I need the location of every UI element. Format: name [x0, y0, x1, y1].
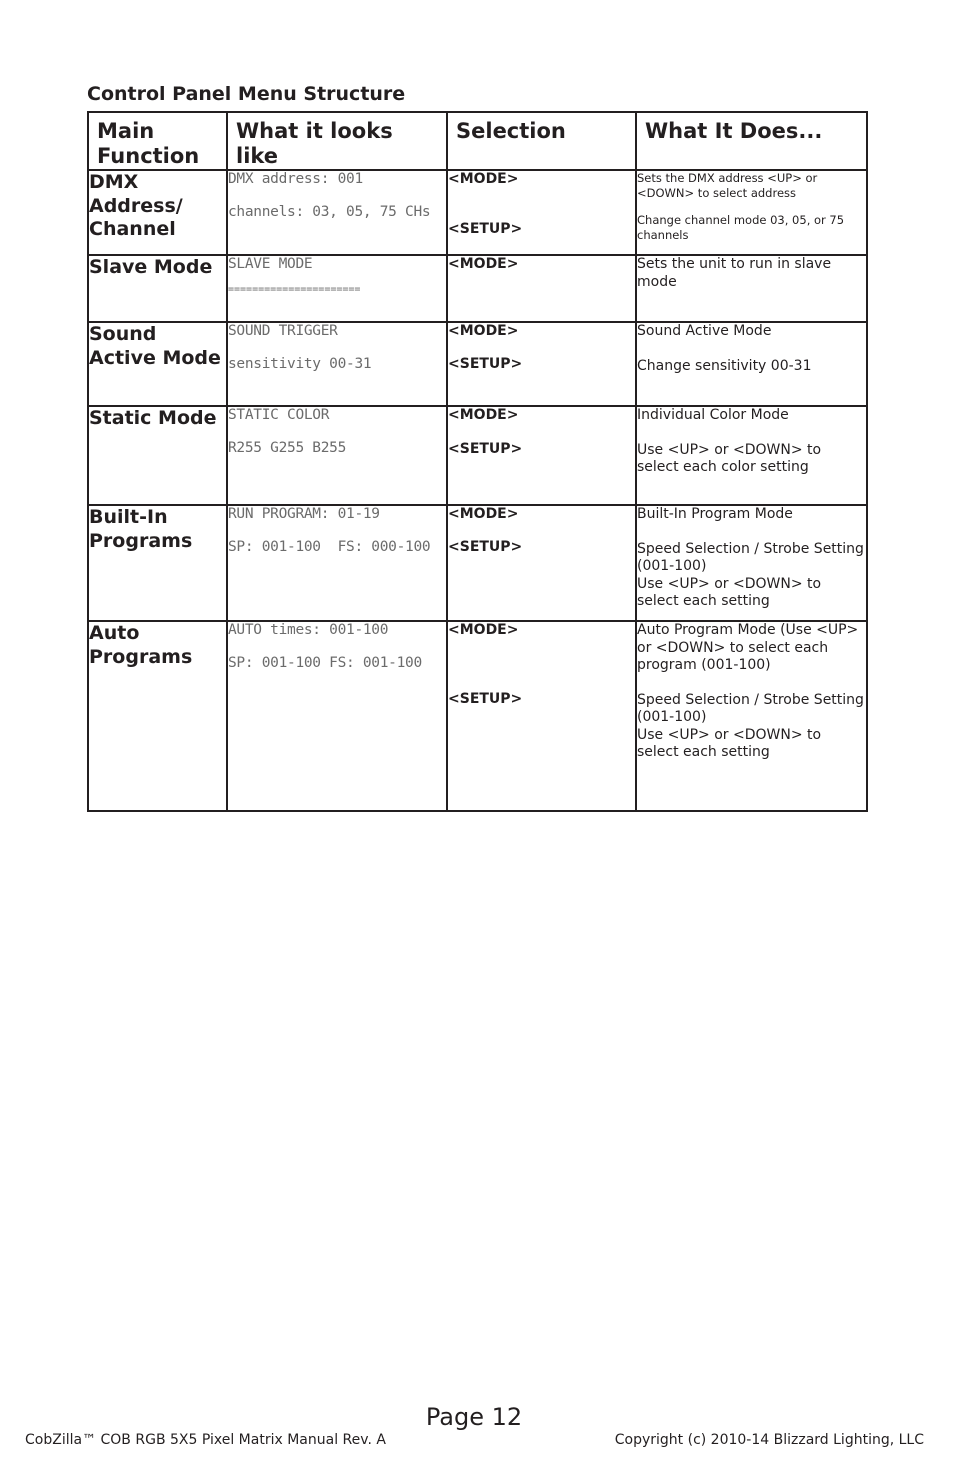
lcd-line: R255 G255 B255	[228, 440, 347, 456]
lcd-line: STATIC COLOR	[228, 407, 330, 423]
footer-manual-title: CobZilla™ COB RGB 5X5 Pixel Matrix Manual Rev. A	[25, 1432, 386, 1448]
table-row-auto	[88, 621, 867, 811]
description-cell	[636, 255, 867, 322]
description-cell	[636, 621, 867, 811]
mode-button-label: <MODE>	[448, 622, 519, 638]
lcd-line: SOUND TRIGGER	[228, 323, 338, 339]
description-text: Built-In Program Mode	[637, 506, 793, 522]
function-cell: Auto Programs	[88, 621, 227, 811]
setup-button-label: <SETUP>	[448, 441, 523, 457]
description-cell	[636, 505, 867, 621]
selection-cell	[447, 406, 636, 505]
header-selection: Selection	[447, 112, 636, 170]
function-cell: Slave Mode	[88, 255, 227, 322]
table-row-slave	[88, 255, 867, 322]
lcd-line: RUN PROGRAM: 01-19	[228, 506, 380, 522]
lcd-display-cell	[227, 322, 447, 406]
description-text: Use <UP> or <DOWN> to select each setting	[637, 575, 822, 609]
function-cell: Sound Active Mode	[88, 322, 227, 406]
description-text: Use <UP> or <DOWN> to select each color setting	[637, 441, 822, 475]
lcd-display-cell	[227, 505, 447, 621]
function-cell: Static Mode	[88, 406, 227, 505]
header-what-it-looks-like: What it looks like	[227, 112, 447, 170]
section-title: Control Panel Menu Structure	[87, 83, 406, 105]
description-cell	[636, 170, 867, 255]
lcd-line: AUTO times: 001-100	[228, 622, 389, 638]
setup-button-label: <SETUP>	[448, 221, 523, 237]
setup-button-label: <SETUP>	[448, 356, 523, 372]
selection-cell	[447, 170, 636, 255]
table-row-built-in	[88, 505, 867, 621]
lcd-line: SP: 001-100 FS: 000-100	[228, 539, 431, 555]
lcd-display-cell	[227, 406, 447, 505]
mode-button-label: <MODE>	[448, 506, 519, 522]
selection-cell	[447, 505, 636, 621]
setup-button-label: <SETUP>	[448, 539, 523, 555]
lcd-line: sensitivity 00-31	[228, 356, 372, 372]
lcd-line: channels: 03, 05, 75 CHs	[228, 204, 431, 220]
description-text: Change channel mode 03, 05, or 75 channels	[637, 213, 845, 242]
description-text: Auto Program Mode (Use <UP> or <DOWN> to select each program (001-100)	[637, 622, 859, 673]
function-cell: Built-In Programs	[88, 505, 227, 621]
menu-structure-table	[87, 111, 868, 812]
function-cell: DMX Address/ Channel	[88, 170, 227, 255]
lcd-display-cell	[227, 170, 447, 255]
description-cell	[636, 406, 867, 505]
mode-button-label: <MODE>	[448, 407, 519, 423]
table-row-static	[88, 406, 867, 505]
table-header-row	[88, 112, 867, 170]
setup-button-label: <SETUP>	[448, 691, 523, 707]
lcd-line: DMX address: 001	[228, 171, 363, 187]
header-what-it-does: What It Does...	[636, 112, 867, 170]
page-number: Page 12	[425, 1403, 523, 1431]
mode-button-label: <MODE>	[448, 323, 519, 339]
selection-cell	[447, 255, 636, 322]
description-text: Use <UP> or <DOWN> to select each setting	[637, 726, 822, 760]
description-text: Sets the unit to run in slave mode	[637, 256, 832, 290]
description-cell	[636, 322, 867, 406]
lcd-display-cell	[227, 255, 447, 322]
lcd-line: SP: 001-100 FS: 001-100	[228, 655, 422, 671]
lcd-display-cell	[227, 621, 447, 811]
table-row-sound	[88, 322, 867, 406]
description-text: Individual Color Mode	[637, 407, 789, 423]
description-text: Speed Selection / Strobe Setting (001-100)	[637, 691, 864, 725]
description-text: Change sensitivity 00-31	[637, 357, 812, 374]
lcd-line: SLAVE MODE	[228, 256, 313, 272]
footer-copyright: Copyright (c) 2010-14 Blizzard Lighting, LLC	[614, 1432, 924, 1448]
selection-cell	[447, 322, 636, 406]
table-row-dmx	[88, 170, 867, 255]
description-text: Sound Active Mode	[637, 323, 772, 339]
mode-button-label: <MODE>	[448, 171, 519, 187]
description-text: Speed Selection / Strobe Setting (001-100)	[637, 540, 864, 574]
description-text: Sets the DMX address <UP> or <DOWN> to select address	[637, 171, 818, 200]
mode-button-label: <MODE>	[448, 256, 519, 272]
selection-cell	[447, 621, 636, 811]
header-main-function: Main Function	[88, 112, 227, 170]
lcd-line: ======================	[228, 284, 361, 295]
